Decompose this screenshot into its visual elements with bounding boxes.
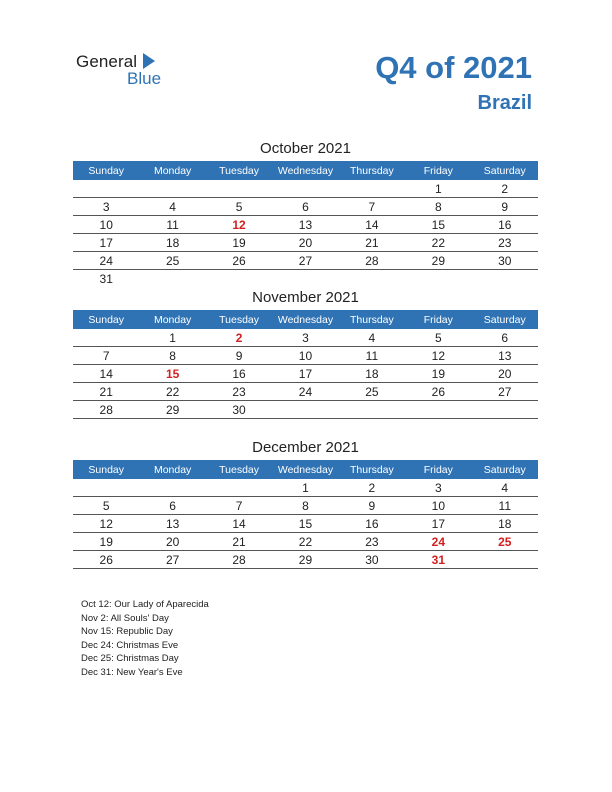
empty-day-cell xyxy=(206,270,272,288)
week-row xyxy=(73,365,538,383)
day-cell: 12 xyxy=(405,347,471,365)
weekday-header: Wednesday xyxy=(272,460,338,479)
day-cell: 15 xyxy=(272,515,338,533)
empty-day-cell xyxy=(73,180,139,198)
day-cell: 20 xyxy=(272,234,338,252)
weekday-header: Wednesday xyxy=(272,310,338,329)
day-cell: 25 xyxy=(339,383,405,401)
day-cell: 1 xyxy=(139,329,205,347)
flag-icon xyxy=(143,53,155,69)
weekday-header: Sunday xyxy=(73,460,139,479)
holiday-note: Nov 2: All Souls' Day xyxy=(81,612,169,624)
generalblue-logo xyxy=(76,50,186,90)
empty-day-cell xyxy=(339,270,405,288)
day-cell: 29 xyxy=(139,401,205,419)
logo-word-blue: Blue xyxy=(127,69,162,88)
day-cell: 17 xyxy=(405,515,471,533)
holiday-day-cell: 25 xyxy=(472,533,538,551)
week-row xyxy=(73,515,538,533)
day-cell: 27 xyxy=(139,551,205,569)
month-calendar xyxy=(73,287,538,419)
day-cell: 17 xyxy=(272,365,338,383)
empty-day-cell xyxy=(272,401,338,419)
day-cell: 30 xyxy=(206,401,272,419)
week-row xyxy=(73,329,538,347)
day-cell: 18 xyxy=(339,365,405,383)
day-cell: 14 xyxy=(339,216,405,234)
weekday-header: Thursday xyxy=(339,460,405,479)
day-cell: 9 xyxy=(206,347,272,365)
weekday-header: Thursday xyxy=(339,310,405,329)
holiday-note: Dec 25: Christmas Day xyxy=(81,653,179,664)
day-cell: 11 xyxy=(339,347,405,365)
day-cell: 31 xyxy=(99,271,113,286)
day-cell: 20 xyxy=(139,533,205,551)
day-cell: 25 xyxy=(139,252,205,270)
empty-day-cell xyxy=(472,270,538,288)
holiday-day-cell: 15 xyxy=(139,365,205,383)
holiday-note: Nov 15: Republic Day xyxy=(81,626,173,637)
day-cell: 8 xyxy=(405,198,471,216)
weekday-header-row xyxy=(73,460,538,479)
day-cell: 4 xyxy=(339,329,405,347)
weekday-header: Saturday xyxy=(472,161,538,180)
day-cell: 18 xyxy=(472,515,538,533)
day-cell: 16 xyxy=(472,216,538,234)
day-cell: 15 xyxy=(405,216,471,234)
empty-day-cell xyxy=(139,180,205,198)
day-cell: 6 xyxy=(139,497,205,515)
day-cell: 22 xyxy=(405,234,471,252)
week-row xyxy=(73,198,538,216)
day-cell: 30 xyxy=(339,551,405,569)
weekday-header: Friday xyxy=(405,161,471,180)
day-cell: 10 xyxy=(405,497,471,515)
empty-day-cell xyxy=(139,479,205,497)
day-cell: 12 xyxy=(73,515,139,533)
day-cell: 10 xyxy=(272,347,338,365)
empty-day-cell xyxy=(339,401,405,419)
day-cell: 18 xyxy=(139,234,205,252)
day-cell: 28 xyxy=(339,252,405,270)
day-cell: 22 xyxy=(139,383,205,401)
day-cell: 23 xyxy=(206,383,272,401)
weekday-header: Friday xyxy=(405,460,471,479)
day-cell: 11 xyxy=(139,216,205,234)
day-cell: 23 xyxy=(339,533,405,551)
day-cell: 11 xyxy=(472,497,538,515)
weekday-header: Tuesday xyxy=(206,161,272,180)
week-row xyxy=(73,347,538,365)
day-cell: 7 xyxy=(339,198,405,216)
day-cell: 28 xyxy=(206,551,272,569)
day-cell: 13 xyxy=(472,347,538,365)
weekday-header: Friday xyxy=(405,310,471,329)
day-cell: 3 xyxy=(73,198,139,216)
month-calendar xyxy=(73,437,538,569)
empty-day-cell xyxy=(472,551,538,569)
holiday-list xyxy=(81,598,209,679)
day-cell: 23 xyxy=(472,234,538,252)
day-cell: 16 xyxy=(339,515,405,533)
weekday-header: Monday xyxy=(139,310,205,329)
day-cell: 21 xyxy=(73,383,139,401)
day-cell: 27 xyxy=(272,252,338,270)
weekday-header: Saturday xyxy=(472,310,538,329)
empty-day-cell xyxy=(206,180,272,198)
holiday-note: Dec 31: New Year's Eve xyxy=(81,666,183,678)
day-cell: 24 xyxy=(73,252,139,270)
weekday-header: Sunday xyxy=(73,161,139,180)
day-cell: 6 xyxy=(272,198,338,216)
week-row xyxy=(73,234,538,252)
week-row xyxy=(73,497,538,515)
weekday-header-row xyxy=(73,161,538,180)
day-cell: 10 xyxy=(73,216,139,234)
weekday-header: Tuesday xyxy=(206,310,272,329)
empty-day-cell xyxy=(206,479,272,497)
day-cell: 30 xyxy=(472,252,538,270)
day-cell: 5 xyxy=(405,329,471,347)
holiday-day-cell: 2 xyxy=(206,329,272,347)
week-row xyxy=(73,216,538,234)
day-cell: 8 xyxy=(272,497,338,515)
day-cell: 13 xyxy=(139,515,205,533)
week-row xyxy=(73,533,538,551)
week-row xyxy=(73,252,538,270)
week-row xyxy=(73,551,538,569)
weekday-header: Monday xyxy=(139,161,205,180)
day-cell: 9 xyxy=(472,198,538,216)
empty-day-cell xyxy=(73,479,139,497)
day-cell: 8 xyxy=(139,347,205,365)
holiday-day-cell: 31 xyxy=(405,551,471,569)
empty-day-cell xyxy=(339,180,405,198)
day-cell: 20 xyxy=(472,365,538,383)
day-cell: 4 xyxy=(139,198,205,216)
month-calendar xyxy=(73,138,538,287)
day-cell: 7 xyxy=(206,497,272,515)
day-cell: 26 xyxy=(73,551,139,569)
day-cell: 21 xyxy=(339,234,405,252)
day-cell: 3 xyxy=(405,479,471,497)
day-cell: 27 xyxy=(472,383,538,401)
month-title: November 2021 xyxy=(252,289,359,306)
month-grid xyxy=(73,310,538,419)
day-cell: 14 xyxy=(73,365,139,383)
month-title: October 2021 xyxy=(260,140,351,157)
day-cell: 19 xyxy=(405,365,471,383)
month-title: December 2021 xyxy=(252,439,359,456)
day-cell: 16 xyxy=(206,365,272,383)
empty-day-cell xyxy=(73,329,139,347)
holiday-note: Oct 12: Our Lady of Aparecida xyxy=(81,599,209,610)
weekday-header: Tuesday xyxy=(206,460,272,479)
empty-day-cell xyxy=(405,401,471,419)
empty-day-cell xyxy=(272,180,338,198)
week-row xyxy=(73,270,538,288)
day-cell: 29 xyxy=(272,551,338,569)
day-cell: 19 xyxy=(73,533,139,551)
weekday-header: Sunday xyxy=(73,310,139,329)
day-cell: 29 xyxy=(405,252,471,270)
day-cell: 14 xyxy=(206,515,272,533)
day-cell: 24 xyxy=(272,383,338,401)
day-cell: 21 xyxy=(206,533,272,551)
holiday-day-cell: 12 xyxy=(206,216,272,234)
day-cell: 17 xyxy=(73,234,139,252)
week-row xyxy=(73,383,538,401)
holiday-day-cell: 24 xyxy=(405,533,471,551)
weekday-header-row xyxy=(73,310,538,329)
day-cell: 6 xyxy=(472,329,538,347)
day-cell: 7 xyxy=(73,347,139,365)
weekday-header: Saturday xyxy=(472,460,538,479)
month-grid xyxy=(73,460,538,569)
empty-day-cell xyxy=(472,401,538,419)
day-cell: 26 xyxy=(206,252,272,270)
day-cell: 19 xyxy=(206,234,272,252)
empty-day-cell xyxy=(405,270,471,288)
day-cell: 4 xyxy=(472,479,538,497)
empty-day-cell xyxy=(272,270,338,288)
weekday-header: Wednesday xyxy=(272,161,338,180)
day-cell: 1 xyxy=(272,479,338,497)
day-cell: 1 xyxy=(405,180,471,198)
month-grid xyxy=(73,161,538,287)
weekday-header: Monday xyxy=(139,460,205,479)
day-cell: 9 xyxy=(339,497,405,515)
week-row xyxy=(73,180,538,198)
logo-word-general: General xyxy=(76,52,138,71)
holiday-note: Dec 24: Christmas Eve xyxy=(81,639,179,651)
country-name: Brazil xyxy=(477,92,532,114)
day-cell: 22 xyxy=(272,533,338,551)
day-cell: 26 xyxy=(405,383,471,401)
empty-day-cell xyxy=(139,270,205,288)
day-cell: 28 xyxy=(73,401,139,419)
weekday-header: Thursday xyxy=(339,161,405,180)
week-row xyxy=(73,401,538,419)
page-title: Q4 of 2021 xyxy=(375,50,532,85)
week-row xyxy=(73,479,538,497)
day-cell: 13 xyxy=(272,216,338,234)
day-cell: 2 xyxy=(472,180,538,198)
day-cell: 2 xyxy=(339,479,405,497)
day-cell: 3 xyxy=(272,329,338,347)
day-cell: 5 xyxy=(73,497,139,515)
day-cell: 5 xyxy=(206,198,272,216)
